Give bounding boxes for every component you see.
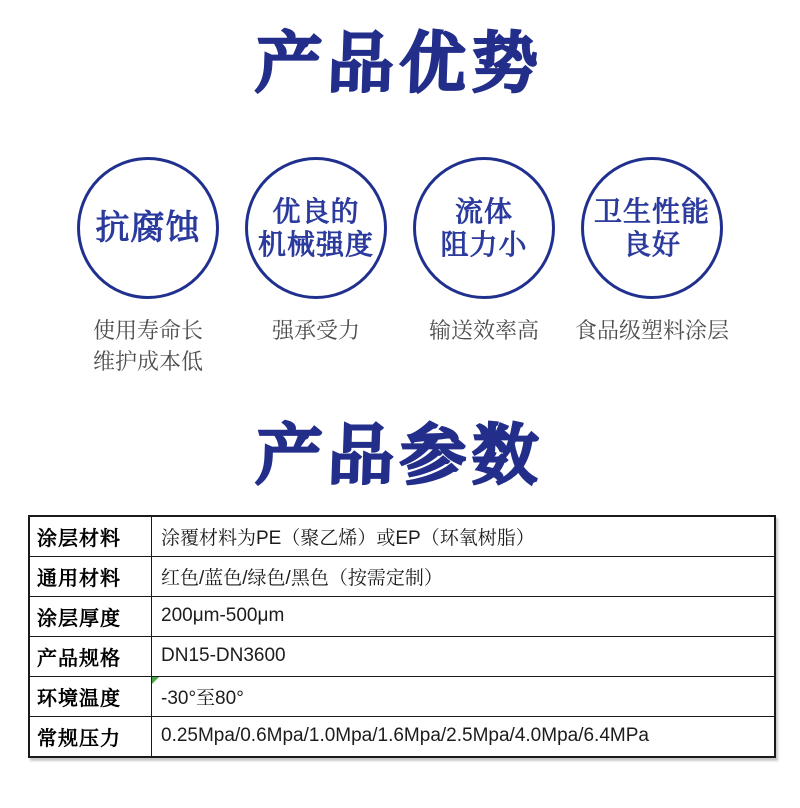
param-label: 通用材料	[29, 556, 152, 596]
param-label: 涂层厚度	[29, 596, 152, 636]
param-label: 常规压力	[29, 716, 152, 757]
cell-corner-marker	[152, 677, 159, 684]
table-row	[29, 516, 775, 557]
advantage-item-hygienic-performance	[568, 157, 736, 377]
circle-text-line: 良好	[622, 229, 681, 261]
advantage-item-low-fluid-resistance	[400, 157, 568, 377]
param-label: 环境温度	[29, 676, 152, 716]
caption-line: 输送效率高	[428, 318, 539, 344]
advantage-circle-badge	[413, 157, 555, 299]
caption-line: 维护成本低	[92, 349, 203, 375]
advantage-caption	[93, 315, 203, 377]
param-label: 涂层材料	[29, 516, 152, 557]
table-row	[29, 716, 775, 757]
param-value: DN15-DN3600	[152, 636, 776, 676]
advantage-circle-badge	[77, 157, 219, 299]
param-value: 红色/蓝色/绿色/黑色（按需定制）	[152, 556, 776, 596]
param-value: 涂覆材料为PE（聚乙烯）或EP（环氧树脂）	[152, 516, 776, 557]
param-value: 200μm-500μm	[152, 596, 776, 636]
circle-text-line: 抗腐蚀	[95, 208, 201, 247]
advantage-item-mechanical-strength	[232, 157, 400, 377]
caption-line: 强承受力	[271, 318, 360, 344]
param-value: 0.25Mpa/0.6Mpa/1.0Mpa/1.6Mpa/2.5Mpa/4.0Mpa/6.4MPa	[152, 716, 776, 757]
circle-text-line: 优良的	[272, 195, 360, 227]
advantage-circle-badge	[581, 157, 723, 299]
caption-line: 食品级塑料涂层	[574, 318, 729, 344]
parameters-title: 产品参数	[254, 417, 546, 492]
param-label: 产品规格	[29, 636, 152, 676]
circle-text-line: 阻力小	[440, 229, 528, 261]
advantage-circle-badge	[245, 157, 387, 299]
advantage-caption	[575, 315, 729, 346]
param-value	[152, 676, 776, 716]
circle-text-line: 卫生性能	[593, 195, 710, 227]
table-row	[29, 676, 775, 716]
advantage-caption	[429, 315, 539, 346]
table-row	[29, 636, 775, 676]
advantages-title: 产品优势	[254, 26, 545, 100]
circle-text-line: 机械强度	[257, 229, 374, 261]
advantages-row	[0, 157, 800, 377]
caption-line: 使用寿命长	[92, 318, 203, 344]
param-value-text: -30°至80°	[161, 687, 244, 709]
advantage-caption	[272, 315, 360, 346]
table-row	[29, 556, 775, 596]
advantage-item-anticorrosion	[64, 157, 232, 377]
table-row	[29, 596, 775, 636]
circle-text-line: 流体	[454, 195, 513, 227]
parameters-table	[28, 515, 776, 758]
